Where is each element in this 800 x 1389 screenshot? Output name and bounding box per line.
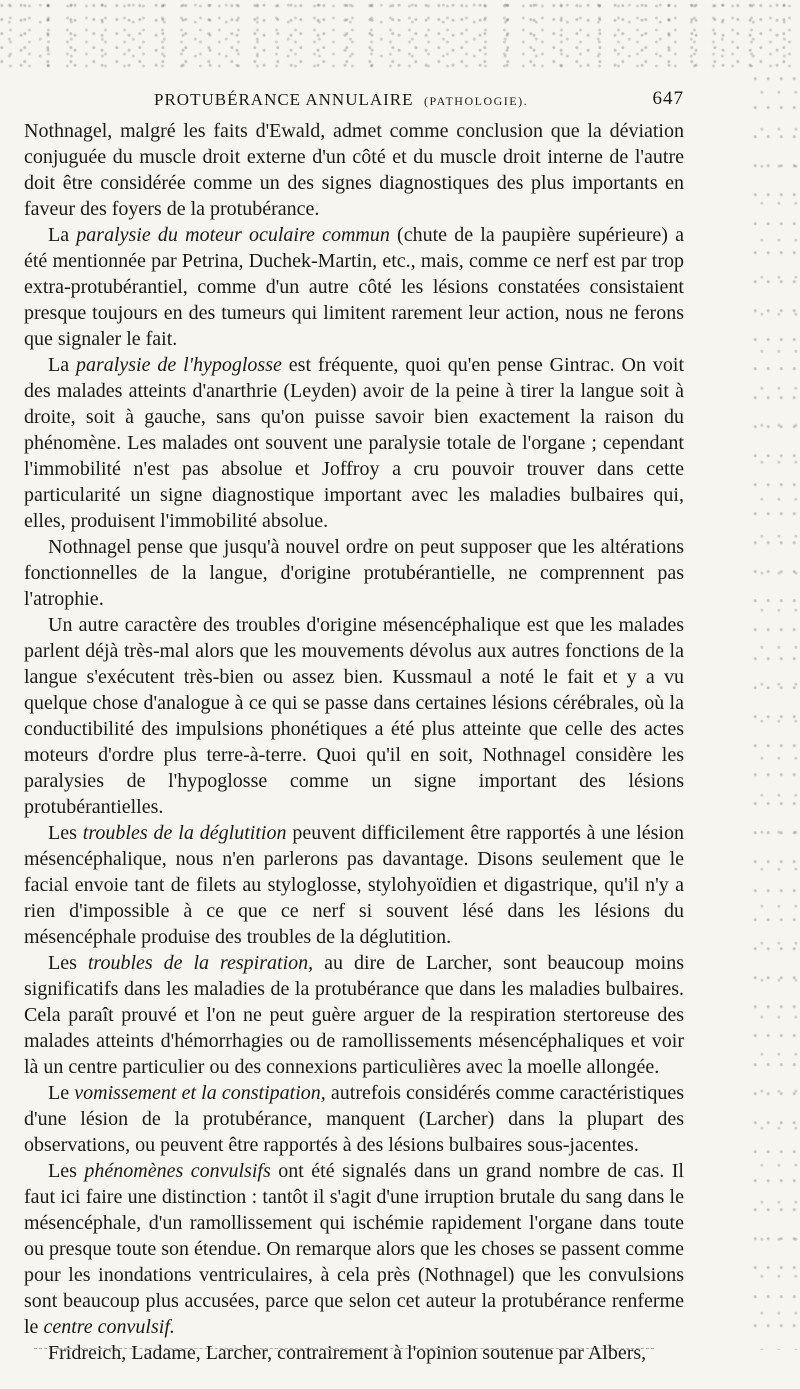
scan-noise-right-margin — [750, 70, 800, 1350]
body-text — [24, 118, 684, 1366]
paragraph-text: au dire de Larcher, sont beaucoup moins significatifs dans les maladies de la protubérance que dans les maladies bulbaires. Cela paraît prouvé et l'on ne peut guère arguer de la respiration stertoreuse des malades atteints d'hémorrhagies ou de ramollissements mésencéphaliques et voir là un centre particulier ou des connexions particulières avec la moelle allongée. — [24, 952, 684, 1078]
scan-noise-top — [0, 0, 800, 70]
page-number: 647 — [652, 88, 684, 109]
paragraph-text: (chute de la paupière supérieure) a été mentionnée par Petrina, Duchek-Martin, etc., mais, comme ce nerf est par trop extra-protubérantiel, comme d'un autre côté les lésions constatées consistaient presque toujours en des tumeurs qui limitent rarement leur action, nous ne ferons que signaler le fait. — [24, 224, 685, 350]
italic-term: phénomènes convulsifs — [84, 1160, 271, 1182]
paragraph — [24, 222, 684, 352]
paragraph — [24, 1080, 684, 1158]
paragraph-text: Nothnagel pense que jusqu'à nouvel ordre on peut supposer que les altérations fonctionnelles de la langue, d'origine protubérantielle, ne comprennent pas l'atrophie. — [24, 536, 684, 610]
italic-term: paralysie du moteur oculaire commun — [76, 224, 390, 246]
italic-term: vomissement et la constipation, — [74, 1082, 326, 1104]
paragraph — [24, 612, 684, 820]
running-title-subtitle: (PATHOLOGIE). — [424, 94, 529, 108]
paragraph-text: La — [48, 354, 77, 376]
book-page — [24, 88, 684, 1366]
italic-term: centre convulsif. — [43, 1316, 175, 1338]
paragraph — [24, 820, 684, 950]
paragraph — [24, 1340, 684, 1366]
paragraph-text: est fréquente, quoi qu'en pense Gintrac. On voit des malades atteints d'anarthrie (Leyden) avoir de la peine à tirer la langue soit à droite, soit à gauche, sans qu'on puisse savoir bien exactement la raison du phénomène. Les malades ont souvent une paralysie totale de l'organe ; cependant l'immobilité n'est pas absolue et Joffroy a cru pouvoir trouver dans cette particularité un signe diagnostique important avec les maladies bulbaires qui, elles, produisent l'immobilité absolue. — [24, 354, 685, 532]
running-head — [24, 88, 684, 118]
paragraph-text: La — [48, 224, 77, 246]
paragraph — [24, 118, 684, 222]
paragraph-text: Le — [48, 1082, 75, 1104]
italic-term: troubles de la respiration, — [87, 952, 314, 974]
bottom-edge-noise — [34, 1348, 654, 1349]
paragraph — [24, 534, 684, 612]
paragraph — [24, 950, 684, 1080]
paragraph-text: ont été signalés dans un grand nombre de cas. Il faut ici faire une distinction : tantôt il s'agit d'une irruption brutale du sang dans le mésencéphale, d'un ramollissement qui ischémie rapidement l'organe dans toute ou presque toute son étendue. On remarque alors que les choses se passent comme pour les inondations ventriculaires, à cela près (Nothnagel) que les convulsions sont beaucoup plus accusées, parce que selon cet auteur la protubérance renferme le — [24, 1160, 684, 1338]
paragraph — [24, 352, 684, 534]
paragraph-text: peuvent difficilement être rapportés à une lésion mésencéphalique, nous n'en parlerons pas davantage. Disons seulement que le facial envoie tant de filets au styloglosse, stylohyoïdien et digastrique, qu'il n'y a rien d'impossible à ce que ce nerf si souvent lésé dans les lésions du mésencéphale produise des troubles de la déglutition. — [24, 822, 684, 948]
paragraph-text: Fridreich, Ladame, Larcher, contrairement à l'opinion soutenue par Albers, — [48, 1342, 647, 1364]
paragraph-text: Nothnagel, malgré les faits d'Ewald, admet comme conclusion que la déviation conjuguée du muscle droit externe d'un côté et du muscle droit interne de l'autre doit être considérée comme un des signes diagnostiques des plus importants en faveur des foyers de la protubérance. — [24, 120, 684, 220]
paragraph-text: Les — [48, 952, 88, 974]
italic-term: troubles de la déglutition — [82, 822, 287, 844]
italic-term: paralysie de l'hypoglosse — [76, 354, 282, 376]
paragraph — [24, 1158, 684, 1340]
paragraph-text: Un autre caractère des troubles d'origine mésencéphalique est que les malades parlent déjà très-mal alors que les mouvements dévolus aux autres fonctions de la langue s'exécutent très-bien ou assez bien. Kussmaul a noté le fait et y a vu quelque chose d'analogue à ce qui se passe dans certaines lésions cérébrales, où la conductibilité des impulsions phonétiques a été plus atteinte que celle des actes moteurs d'ordre plus terre-à-terre. Quoi qu'il en soit, Nothnagel considère les paralysies de l'hypoglosse comme un signe important des lésions protubérantielles. — [24, 614, 684, 818]
running-title — [154, 90, 528, 110]
paragraph-text: autrefois considérés comme caractéristiques d'une lésion de la protubérance, manquent (Larcher) dans la plupart des observations, ou peuvent être rapportés à des lésions bulbaires sous-jacentes. — [24, 1082, 685, 1156]
paragraph-text: Les — [48, 1160, 85, 1182]
running-title-text: PROTUBÉRANCE ANNULAIRE — [154, 90, 414, 109]
paragraph-text: Les — [48, 822, 83, 844]
